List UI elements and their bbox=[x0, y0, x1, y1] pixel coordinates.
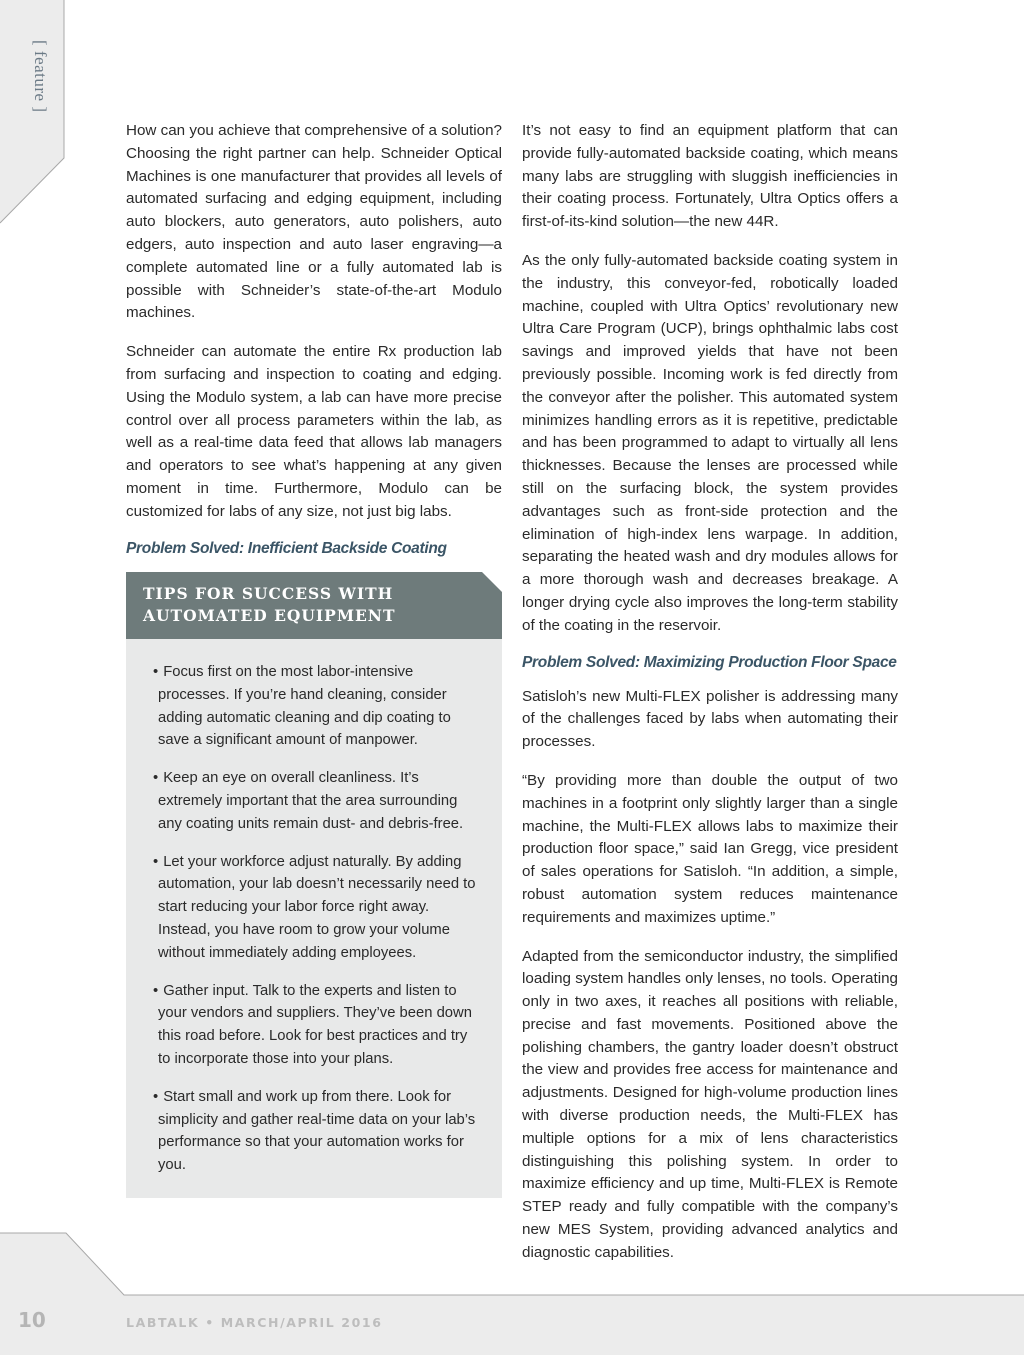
bullet: • bbox=[153, 770, 159, 787]
tips-header bbox=[126, 572, 502, 639]
tips-title bbox=[143, 583, 463, 627]
tip-text: Let your workforce adjust naturally. By adding automation, your lab doesn’t necessarily need to start reducing your labor force right away. Instead, you have room to grow your volume without immediately adding employees. bbox=[158, 853, 476, 961]
tip-item bbox=[153, 1086, 478, 1177]
tip-item bbox=[153, 851, 478, 965]
tip-item bbox=[153, 661, 478, 752]
bullet: • bbox=[153, 664, 159, 680]
subhead-backside-coating: Problem Solved: Inefficient Backside Coating bbox=[126, 539, 447, 557]
bullet: • bbox=[153, 982, 159, 999]
tips-body bbox=[126, 639, 502, 1198]
tip-text: Focus first on the most labor-intensive processes. If you’re hand cleaning, consider adding automatic cleaning and dip coating to save a significant amount of manpower. bbox=[158, 664, 451, 749]
tip-item bbox=[153, 980, 478, 1071]
subhead-floor-space: Problem Solved: Maximizing Production Floor Space bbox=[522, 653, 897, 671]
tips-title-line-1: TIPS FOR SUCCESS WITH bbox=[143, 584, 394, 603]
tip-item bbox=[153, 767, 478, 835]
left-paragraph-2: Schneider can automate the entire Rx production lab from surfacing and inspection to coating and edging. Using the Modulo system, a lab can have more precise control over all process parameters within the lab, as well as a real-time data feed that allows lab managers and operators to see what’s happening at any given moment in time. Furthermore, Modulo can be customized for labs of any size, not just big labs. bbox=[126, 343, 502, 520]
right-paragraph-3: Satisloh’s new Multi-FLEX polisher is addressing many of the challenges faced by labs when automating their processes. bbox=[522, 687, 898, 751]
bullet: • bbox=[153, 1088, 159, 1105]
right-paragraph-2: As the only fully-automated backside coating system in the industry, this conveyor-fed, robotically loaded machine, coupled with Ultra Optics’ revolutionary new Ultra Care Program (UCP), brings ophthalmic labs cost savings and improved yields that have not been previously possible. Incoming work is fed directly from the conveyor after the polisher. This automated system minimizes handling errors as it is repetitive, predictable and has been programmed to adapt to virtually all lens thicknesses. Because the lenses are processed while still on the surfacing block, the system provides advantages such as front-side protection and the elimination of high-index lens warpage. In addition, separating the heated wash and dry modules allows for a more thorough wash and decreases breakage. A longer drying cycle also improves the long-term stability of the coating in the reservoir. bbox=[522, 251, 898, 634]
right-paragraph-4: “By providing more than double the output of two machines in a footprint only slightly larger than a single machine, the Multi-FLEX allows labs to maximize their production floor space,” said Ian Gregg, vice president of sales operations for Satisloh. “In addition, a simple, robust automation system reduces maintenance requirements and maximizes uptime.” bbox=[522, 771, 898, 926]
tips-title-line-2: AUTOMATED EQUIPMENT bbox=[143, 606, 396, 625]
tips-list bbox=[126, 639, 502, 1177]
tip-text: Gather input. Talk to the experts and listen to your vendors and suppliers. They’ve been down this road before. Look for best practices and try to incorporate those into your plans. bbox=[158, 982, 472, 1067]
right-paragraph-1: It’s not easy to find an equipment platform that can provide fully-automated backside coating, which means many labs are struggling with sluggish inefficiencies in their coating process. Fortunately, Ultra Optics offers a first-of-its-kind solution—the new 44R. bbox=[522, 122, 898, 231]
tip-text: Start small and work up from there. Look for simplicity and gather real-time data on your lab’s performance so that your automation works for you. bbox=[158, 1088, 476, 1174]
left-column bbox=[126, 120, 502, 572]
page-number: 10 bbox=[18, 1308, 46, 1332]
publication-footer: LABTALK • MARCH/APRIL 2016 bbox=[126, 1315, 383, 1330]
tips-sidebar bbox=[126, 572, 502, 1198]
bullet: • bbox=[153, 853, 159, 870]
tip-text: Keep an eye on overall cleanliness. It’s extremely important that the area surrounding any coating units remain dust- and debris-free. bbox=[158, 770, 464, 832]
right-paragraph-5: Adapted from the semiconductor industry, the simplified loading system handles only lenses, no tools. Operating only in two axes, it reaches all positions with reliable, precise and fast movements. Positioned above the polishing chambers, the gantry loader doesn’t obstruct the view and provides free access for maintenance and adjustments. Designed for high-volume production lines with diverse production needs, the Multi-FLEX has multiple options for a mix of lens characteristics distinguishing this polishing system. In order to maximize efficiency and up time, Multi-FLEX is Remote STEP ready and fully compatible with the company’s new MES System, providing advanced analytics and diagnostic capabilities. bbox=[522, 947, 898, 1261]
right-column bbox=[522, 120, 898, 1281]
section-tag: [ feature ] bbox=[31, 40, 50, 113]
left-paragraph-1: How can you achieve that comprehensive of a solution? Choosing the right partner can help. Schneider Optical Machines is one manufacturer that provides all levels of automated surfacing and edging equipment, including auto blockers, auto generators, auto polishers, auto edgers, auto inspection and auto laser engraving—a complete automated line or a fully automated lab is possible with Schneider’s state-of-the-art Modulo machines. bbox=[126, 122, 502, 322]
